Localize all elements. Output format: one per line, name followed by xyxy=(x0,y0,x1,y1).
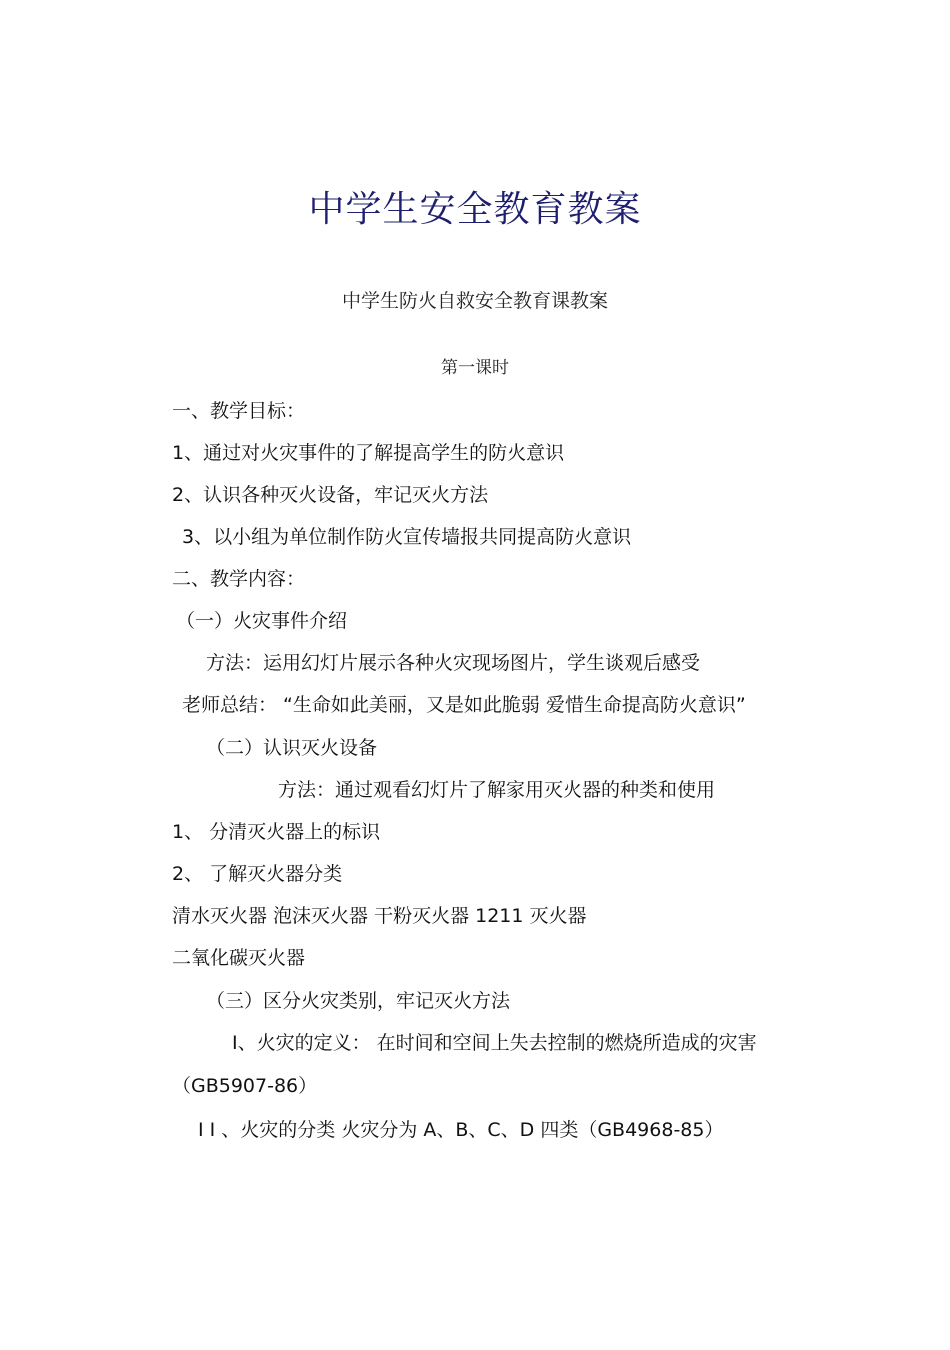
fire-definition-line: I、火灾的定义： 在时间和空间上失去控制的燃烧所造成的灾害 xyxy=(232,1032,757,1054)
objective-item-3: 3、以小组为单位制作防火宣传墙报共同提高防火意识 xyxy=(182,526,632,548)
objective-item-1: 1、通过对火灾事件的了解提高学生的防火意识 xyxy=(172,442,565,464)
subsection-heading-1: （一）火灾事件介绍 xyxy=(176,610,348,632)
method-line-2: 方法：通过观看幻灯片了解家用灭火器的种类和使用 xyxy=(278,779,716,801)
extinguisher-types-line-2: 二氧化碳灭火器 xyxy=(172,947,306,969)
lesson-heading: 第一课时 xyxy=(441,358,509,378)
extinguisher-types-line: 清水灭火器 泡沫灭火器 干粉灭火器 1211 灭火器 xyxy=(172,905,587,927)
objective-item-2: 2、认识各种灭火设备，牢记灭火方法 xyxy=(172,484,489,506)
subsection-heading-2: （二）认识灭火设备 xyxy=(206,737,378,759)
section-heading-objectives: 一、教学目标： xyxy=(172,400,306,422)
document-subtitle: 中学生防火自救安全教育课教案 xyxy=(341,290,608,312)
teacher-summary-line: 老师总结： “生命如此美丽，又是如此脆弱 爱惜生命提高防火意识” xyxy=(182,694,746,716)
subsection-heading-3: （三）区分火灾类别，牢记灭火方法 xyxy=(206,990,511,1012)
method-line-1: 方法：运用幻灯片展示各种火灾现场图片，学生谈观后感受 xyxy=(206,652,701,674)
section-heading-content: 二、教学内容： xyxy=(172,568,306,590)
fire-definition-standard: （GB5907-86） xyxy=(172,1075,318,1097)
fire-classification-line: I I 、火灾的分类 火灾分为 A、B、C、D 四类（GB4968-85） xyxy=(198,1119,724,1141)
list-item-1: 1、 分清灭火器上的标识 xyxy=(172,821,381,843)
document-title: 中学生安全教育教案 xyxy=(308,189,642,230)
list-item-2: 2、 了解灭火器分类 xyxy=(172,863,343,885)
